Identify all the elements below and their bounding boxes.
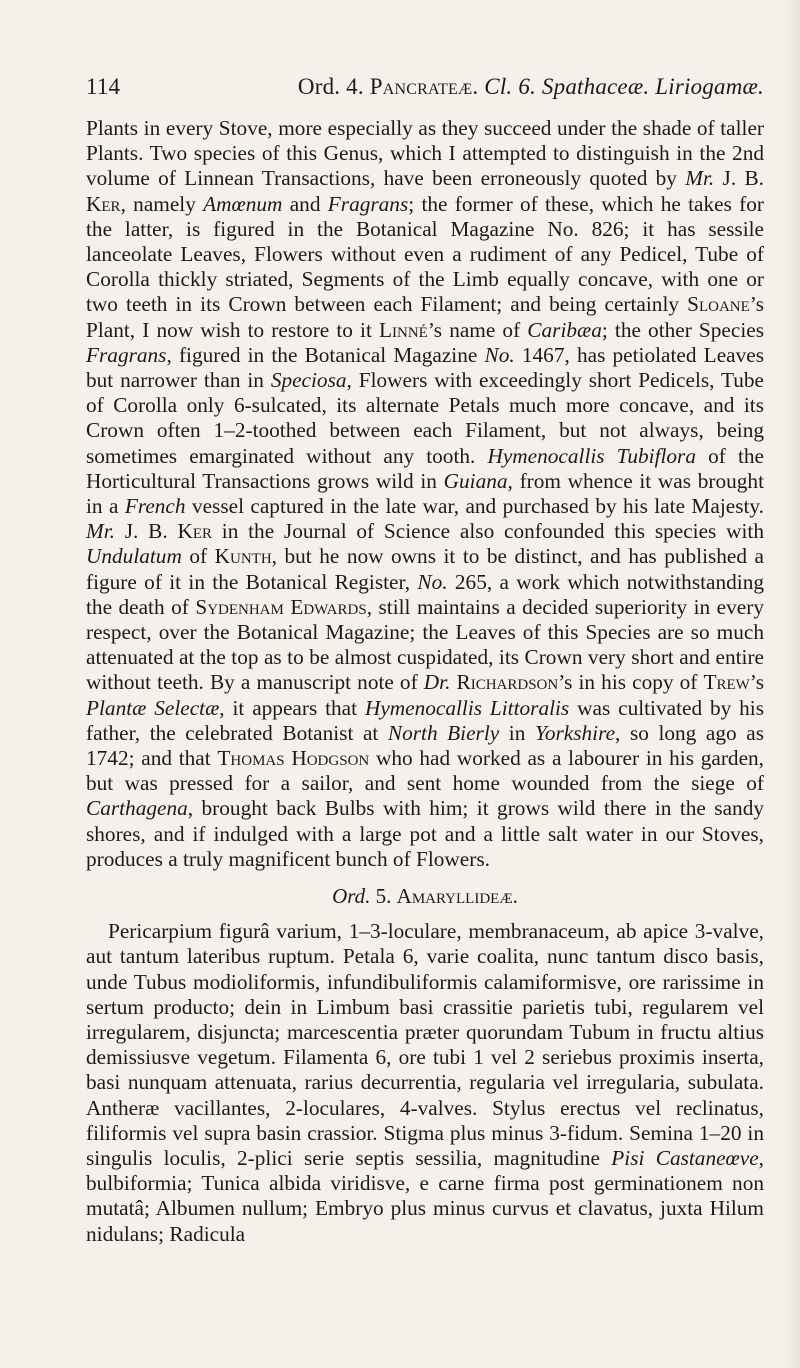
species-name: Fragrans <box>327 191 409 216</box>
section-ord-label: Ord. <box>332 884 371 909</box>
paragraph-latin-description <box>86 919 764 1247</box>
page-header <box>86 70 764 104</box>
text-run: , from whence it was brought in a <box>86 468 764 519</box>
text-run-italic: No. <box>484 342 515 367</box>
book-title: Plantæ Selectæ <box>86 695 220 720</box>
paragraph-main <box>86 116 764 872</box>
species-name: Hymenocallis Tubiflora <box>487 443 696 468</box>
species-name: Fragrans <box>86 342 167 367</box>
person-name: Trew <box>703 670 750 695</box>
species-name: Hymenocallis Littoralis <box>364 695 570 720</box>
running-head-class: Cl. 6. Spathaceæ. Liriogamæ. <box>484 74 764 99</box>
section-number: 5. <box>370 884 397 909</box>
text-run: , namely <box>120 191 204 216</box>
text-run: , bulbiformia; Tunica albida viridisve, e carne firma post germinationem non mutatâ; Albumen nullum; Embryo plus minus curvus et clavatus, juxta Hilum nidulans; Radicula <box>86 1145 764 1246</box>
place-name: Guiana <box>443 468 508 493</box>
person-name: Ker <box>86 191 121 216</box>
text-run: J. B. <box>115 519 178 544</box>
text-run: and <box>282 191 328 216</box>
text-run: of the Horticultural Transactions grows wild in <box>86 443 764 493</box>
section-heading <box>86 883 764 909</box>
person-name: Linné <box>379 317 428 342</box>
running-head-family: Pancrateæ. <box>369 74 479 99</box>
text-run: , so long ago as 1742; and that <box>86 720 764 771</box>
text-run: ’s <box>749 670 764 695</box>
text-run: of <box>181 544 215 569</box>
species-name: Amœnum <box>203 191 283 216</box>
text-run: in <box>499 720 535 745</box>
person-name: Thomas Hodgson <box>217 746 370 771</box>
text-run: who had worked as a labourer in his garden, but was pressed for a sailor, and sent home wounded from the siege of <box>86 746 764 796</box>
text-run: 265, a work which notwithstanding the death of <box>86 569 764 619</box>
text-run: ’s in his copy of <box>558 670 704 695</box>
species-name: Caribæa <box>527 317 602 342</box>
text-run: J. B. <box>714 166 764 191</box>
person-name: Kunth <box>214 544 272 569</box>
text-run: , figured in the Botanical Magazine <box>166 342 485 367</box>
person-name: Ker <box>177 519 213 544</box>
text-run: was cultivated by his father, the celebrated Botanist at <box>86 695 764 745</box>
text-run-italic: Mr. <box>685 166 715 191</box>
person-name: Richardson <box>456 670 559 695</box>
species-name: Speciosa <box>270 368 347 393</box>
place-name: North Bierly <box>387 720 500 745</box>
page-body <box>86 116 764 1247</box>
text-run-italic: No. <box>417 569 448 594</box>
text-run: , but he now owns it to be distinct, and has published a figure of it in the Botanical Register, <box>86 544 765 594</box>
species-name: Pisi Castaneœve <box>611 1145 759 1170</box>
running-head <box>298 70 764 104</box>
text-run: 1467, has petiolated Leaves but narrower than in <box>86 342 764 393</box>
page-edge-shadow <box>786 0 800 1368</box>
species-name: Undulatum <box>86 544 182 569</box>
text-run: Pericarpium figurâ varium, 1–3-loculare, membranaceum, ab apice 3-valve, aut tantum lateribus ruptum. Petala 6, varie coalita, nunc tantum disco basis, unde Tubus modioliformis, infundibuliformis calamiformisve, ore rarissime in sertum producto; dein in Limbum basi crassitie parietis tubi, regularem vel irregularem, disjuncta; marcescentia præter quorundam Tubum in fructu altius demissiusve vegetum. Filamenta 6, ore tubi 1 vel 2 seriebus proximis inserta, basi nunquam attenuata, rarius decurrentia, regularia vel irregularia, subulata. Antheræ vacillantes, 2-loculares, 4-valves. Stylus erectus vel reclinatus, filiformis vel supra basin crassior. Stigma plus minus 3-fidum. Semina 1–20 in singulis loculis, 2-plici serie septis sessilia, magnitudine <box>86 919 764 1170</box>
text-run: ; the other Species <box>601 317 764 342</box>
place-name: Carthagena <box>86 796 188 821</box>
text-run: vessel captured in the late war, and purchased by his late Majesty. <box>185 494 764 519</box>
text-run-italic: Dr. <box>423 670 451 695</box>
text-run: , brought back Bulbs with him; it grows wild there in the sandy shores, and if indulged with a large pot and a little salt water in our Stoves, produces a truly magnificent bunch of Flowers. <box>86 796 764 871</box>
text-run-italic: Mr. <box>86 519 115 544</box>
text-run: , Flowers with exceedingly short Pedicels, Tube of Corolla only 6-sulcated, its alternate Petals much more concave, and its Crown often 1–2-toothed between each Filament, but not always, being sometimes emarginated without any tooth. <box>86 368 764 468</box>
place-name: Yorkshire <box>534 720 616 745</box>
person-name: Sloane <box>687 292 750 317</box>
section-name: Amaryllideæ. <box>396 884 518 909</box>
text-run: ’s name of <box>427 317 528 342</box>
text-run-italic: French <box>124 494 186 519</box>
text-run: , still maintains a decided superiority in every respect, over the Botanical Magazine; the Leaves of this Species are so much attenuated at the top as to be almost cuspidated, its Crown very short and entire without teeth. By a manuscript note of <box>86 594 764 695</box>
text-run: , it appears that <box>219 695 365 720</box>
text-run: Plants in every Stove, more especially as they succeed under the shade of taller Plants. Two species of this Genus, which I attempted to distinguish in the 2nd volume of Linnean Transactions, have been erroneously quoted by <box>86 116 764 191</box>
text-run: ; the former of these, which he takes for the latter, is figured in the Botanical Magazine No. 826; it has sessile lanceolate Leaves, Flowers without even a rudiment of any Pedicel, Tube of Corolla thickly striated, Segments of the Limb equally concave, with one or two teeth in its Crown between each Filament; and being certainly <box>86 191 764 317</box>
text-run: in the Journal of Science also confounded this species with <box>212 519 764 544</box>
page-number: 114 <box>86 74 121 99</box>
person-name: Sydenham Edwards <box>195 594 367 619</box>
text-run: ’s Plant, I now wish to restore to it <box>86 292 764 342</box>
running-head-order: Ord. 4. <box>297 74 370 99</box>
